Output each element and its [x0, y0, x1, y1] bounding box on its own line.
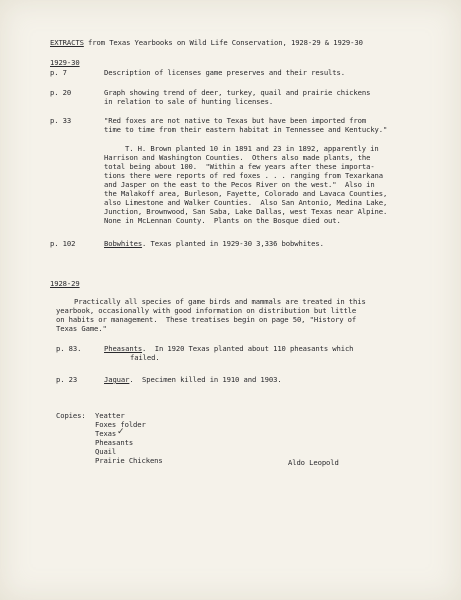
paragraph-line: Texas Game."	[56, 324, 107, 333]
copies-item: Texas	[95, 429, 117, 438]
check-mark-icon: ✓	[117, 427, 125, 437]
entry-text-line: Graph showing trend of deer, turkey, quail and prairie chickens	[104, 88, 371, 97]
fox-paragraph-line: Junction, Brownwood, San Saba, Lake Dallas, west Texas near Alpine.	[104, 207, 388, 216]
copies-item: Yeatter	[95, 411, 125, 420]
entry-page-number: p. 7	[50, 68, 67, 77]
fox-paragraph-line: T. H. Brown planted 10 in 1891 and 23 in 1892, apparently in	[125, 144, 379, 153]
section-heading-1929: 1929-30	[50, 58, 80, 67]
section-heading-1928: 1928-29	[50, 279, 80, 288]
entry-underlined-term: Jaguar	[104, 375, 130, 384]
copies-item: Foxes folder	[95, 420, 146, 429]
title-rest: from Texas Yearbooks on Wild Life Conservation, 1928-29 & 1929-30	[83, 38, 363, 47]
entry-text	[104, 239, 324, 248]
entry-page-number: p. 83.	[56, 344, 82, 353]
title-prefix: EXTRACTS	[50, 38, 84, 47]
copies-label: Copies:	[56, 411, 86, 420]
fox-paragraph-line: None in McLennan County. Plants on the Bosque died out.	[104, 216, 341, 225]
copies-item: Prairie Chickens	[95, 456, 163, 465]
copies-item: Quail	[95, 447, 117, 456]
entry-page-number: p. 20	[50, 88, 72, 97]
entry-underlined-term: Bobwhites	[104, 239, 143, 248]
paragraph-line: Practically all species of game birds and mammals are treated in this	[74, 297, 366, 306]
entry-text-line: "Red foxes are not native to Texas but have been imported from	[104, 116, 367, 125]
entry-text-line: time to time from their eastern habitat in Tennessee and Kentucky."	[104, 125, 388, 134]
fox-paragraph-line: Harrison and Washington Counties. Others also made plants, the	[104, 153, 371, 162]
document-title	[50, 38, 363, 47]
entry-text-line: in relation to sale of hunting licenses.	[104, 97, 274, 106]
entry-text-continuation: failed.	[130, 353, 160, 362]
fox-paragraph-line: the Malakoff area, Burleson, Fayette, Colorado and Lavaca Counties,	[104, 189, 388, 198]
fox-paragraph-line: and Jasper on the east to the Pecos River on the west." Also in	[104, 180, 375, 189]
paragraph-line: yearbook, occasionally with good information on distribution but little	[56, 306, 357, 315]
entry-text-rest: . Specimen killed in 1910 and 1903.	[129, 375, 282, 384]
fox-paragraph-line: tions there were reports of red foxes . . . ranging from Texarkana	[104, 171, 383, 180]
entry-page-number: p. 23	[56, 375, 78, 384]
entry-text-rest: . In 1920 Texas planted about 110 pheasants which	[142, 344, 354, 353]
fox-paragraph-line: total being about 100. "Within a few years after these importa-	[104, 162, 375, 171]
entry-text	[104, 344, 353, 353]
entry-text: Description of licenses game preserves and their results.	[104, 68, 345, 77]
entry-page-number: p. 33	[50, 116, 72, 125]
entry-page-number: p. 102	[50, 239, 76, 248]
entry-text	[104, 375, 282, 384]
fox-paragraph-line: also Limestone and Walker Counties. Also San Antonio, Medina Lake,	[104, 198, 388, 207]
copies-item: Pheasants	[95, 438, 134, 447]
entry-underlined-term: Pheasants	[104, 344, 143, 353]
paragraph-line: on habits or management. These treatises begin on page 50, "History of	[56, 315, 357, 324]
signature-name: Aldo Leopold	[288, 458, 339, 467]
entry-text-rest: . Texas planted in 1929-30 3,336 bobwhites.	[142, 239, 324, 248]
